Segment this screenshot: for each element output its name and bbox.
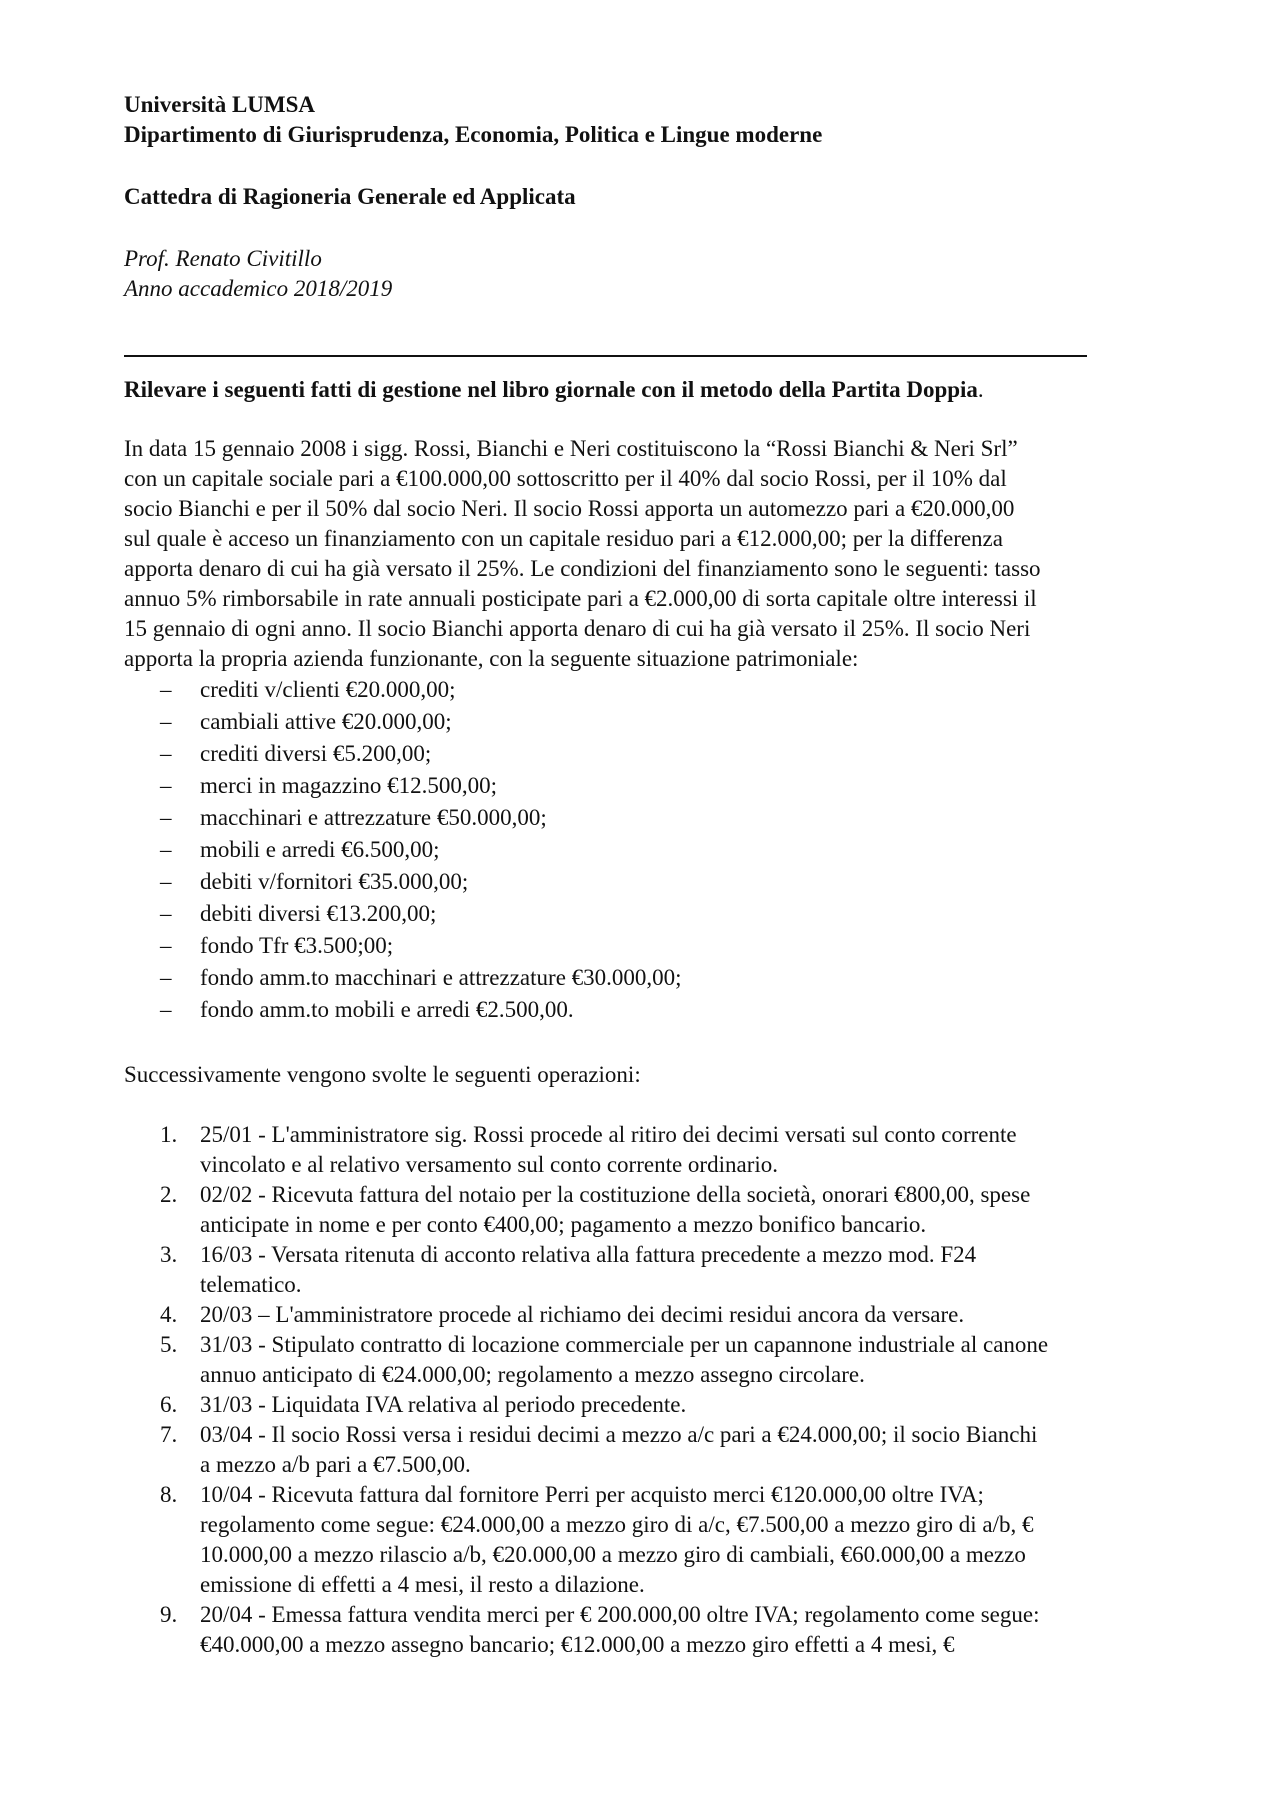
asset-item xyxy=(124,834,682,866)
dash-bullet: – xyxy=(160,837,172,862)
operation-line: 02/02 - Ricevuta fattura del notaio per la costituzione della società, onorari €800,00, spese xyxy=(200,1182,1031,1207)
academic-year: Anno accademico 2018/2019 xyxy=(124,276,393,301)
operation-line: 20/04 - Emessa fattura vendita merci per € 200.000,00 oltre IVA; regolamento come segue: xyxy=(200,1602,1040,1627)
operation-line: vincolato e al relativo versamento sul conto corrente ordinario. xyxy=(200,1152,778,1177)
asset-text: debiti v/fornitori €35.000,00; xyxy=(200,869,469,894)
asset-text: debiti diversi €13.200,00; xyxy=(200,901,437,926)
professor-name: Prof. Renato Civitillo xyxy=(124,246,322,271)
asset-text: crediti diversi €5.200,00; xyxy=(200,741,432,766)
asset-list xyxy=(124,674,682,1026)
operation-number: 3. xyxy=(160,1242,178,1267)
asset-item xyxy=(124,706,682,738)
asset-text: fondo amm.to macchinari e attrezzature €30.000,00; xyxy=(200,965,682,990)
chair-name: Cattedra di Ragioneria Generale ed Applicata xyxy=(124,184,576,209)
operation-line: telematico. xyxy=(200,1272,302,1297)
department-name: Dipartimento di Giurisprudenza, Economia, Politica e Lingue moderne xyxy=(124,122,823,147)
operation-number: 4. xyxy=(160,1302,178,1327)
dash-bullet: – xyxy=(160,965,172,990)
intro-line: 15 gennaio di ogni anno. Il socio Bianchi apporta denaro di cui ha già versato il 25%. Il socio Neri xyxy=(124,616,1031,641)
asset-item xyxy=(124,674,682,706)
dash-bullet: – xyxy=(160,869,172,894)
operation-line: 20/03 – L'amministratore procede al richiamo dei decimi residui ancora da versare. xyxy=(200,1302,965,1327)
operation-line: annuo anticipato di €24.000,00; regolamento a mezzo assegno circolare. xyxy=(200,1362,865,1387)
asset-item xyxy=(124,898,682,930)
dash-bullet: – xyxy=(160,805,172,830)
operations-list xyxy=(124,1120,1174,1660)
intro-line: apporta denaro di cui ha già versato il 25%. Le condizioni del finanziamento sono le seguenti: tasso xyxy=(124,556,1041,581)
operation-item xyxy=(124,1480,1174,1600)
dash-bullet: – xyxy=(160,709,172,734)
asset-item xyxy=(124,802,682,834)
operation-item xyxy=(124,1390,1174,1420)
operation-line: a mezzo a/b pari a €7.500,00. xyxy=(200,1452,471,1477)
operation-line: 10.000,00 a mezzo rilascio a/b, €20.000,00 a mezzo giro di cambiali, €60.000,00 a mezzo xyxy=(200,1542,1026,1567)
intro-line: In data 15 gennaio 2008 i sigg. Rossi, Bianchi e Neri costituiscono la “Rossi Bianchi & Neri Srl” xyxy=(124,436,1018,461)
asset-text: fondo Tfr €3.500;00; xyxy=(200,933,394,958)
dash-bullet: – xyxy=(160,773,172,798)
separator-rule xyxy=(124,355,1087,357)
operation-line: 31/03 - Liquidata IVA relativa al periodo precedente. xyxy=(200,1392,687,1417)
dash-bullet: – xyxy=(160,933,172,958)
asset-item xyxy=(124,962,682,994)
operation-line: 31/03 - Stipulato contratto di locazione commerciale per un capannone industriale al canone xyxy=(200,1332,1049,1357)
asset-text: macchinari e attrezzature €50.000,00; xyxy=(200,805,547,830)
intro-line: con un capitale sociale pari a €100.000,00 sottoscritto per il 40% dal socio Rossi, per il 10% dal xyxy=(124,466,1007,491)
operation-item xyxy=(124,1330,1174,1390)
operation-number: 7. xyxy=(160,1422,178,1447)
exercise-title xyxy=(124,375,984,405)
operations-intro: Successivamente vengono svolte le seguenti operazioni: xyxy=(124,1062,641,1087)
operation-item xyxy=(124,1420,1174,1480)
dash-bullet: – xyxy=(160,901,172,926)
operation-number: 2. xyxy=(160,1182,178,1207)
operation-number: 9. xyxy=(160,1602,178,1627)
operation-line: 10/04 - Ricevuta fattura dal fornitore Perri per acquisto merci €120.000,00 oltre IVA; xyxy=(200,1482,984,1507)
asset-item xyxy=(124,866,682,898)
operation-item xyxy=(124,1240,1174,1300)
university-name: Università LUMSA xyxy=(124,92,316,117)
operation-item xyxy=(124,1600,1174,1660)
document-header xyxy=(124,90,1124,304)
intro-line: sul quale è acceso un finanziamento con un capitale residuo pari a €12.000,00; per la differenza xyxy=(124,526,1003,551)
asset-text: crediti v/clienti €20.000,00; xyxy=(200,677,456,702)
operation-number: 5. xyxy=(160,1332,178,1357)
intro-line: annuo 5% rimborsabile in rate annuali posticipate pari a €2.000,00 di sorta capitale oltre interessi il xyxy=(124,586,1037,611)
asset-item xyxy=(124,738,682,770)
dash-bullet: – xyxy=(160,741,172,766)
asset-text: cambiali attive €20.000,00; xyxy=(200,709,452,734)
asset-item xyxy=(124,770,682,802)
operation-line: regolamento come segue: €24.000,00 a mezzo giro di a/c, €7.500,00 a mezzo giro di a/b, € xyxy=(200,1512,1034,1537)
operation-line: 25/01 - L'amministratore sig. Rossi procede al ritiro dei decimi versati sul conto corrente xyxy=(200,1122,1017,1147)
operation-number: 8. xyxy=(160,1482,178,1507)
operation-line: €40.000,00 a mezzo assegno bancario; €12.000,00 a mezzo giro effetti a 4 mesi, € xyxy=(200,1632,955,1657)
intro-line: apporta la propria azienda funzionante, con la seguente situazione patrimoniale: xyxy=(124,646,859,671)
operation-number: 1. xyxy=(160,1122,178,1147)
asset-text: mobili e arredi €6.500,00; xyxy=(200,837,440,862)
operation-line: 03/04 - Il socio Rossi versa i residui decimi a mezzo a/c pari a €24.000,00; il socio Bianchi xyxy=(200,1422,1038,1447)
asset-item xyxy=(124,994,682,1026)
asset-text: merci in magazzino €12.500,00; xyxy=(200,773,498,798)
intro-line: socio Bianchi e per il 50% dal socio Neri. Il socio Rossi apporta un automezzo pari a €20.000,00 xyxy=(124,496,1015,521)
operation-item xyxy=(124,1300,1174,1330)
exercise-title-end: . xyxy=(977,377,984,402)
operation-item xyxy=(124,1120,1174,1180)
dash-bullet: – xyxy=(160,677,172,702)
dash-bullet: – xyxy=(160,997,172,1022)
operation-number: 6. xyxy=(160,1392,178,1417)
operation-line: anticipate in nome e per conto €400,00; pagamento a mezzo bonifico bancario. xyxy=(200,1212,927,1237)
exercise-title-text: Rilevare i seguenti fatti di gestione nel libro giornale con il metodo della Partita Doppia xyxy=(124,377,978,402)
asset-item xyxy=(124,930,682,962)
asset-text: fondo amm.to mobili e arredi €2.500,00. xyxy=(200,997,574,1022)
operation-item xyxy=(124,1180,1174,1240)
operation-line: emissione di effetti a 4 mesi, il resto a dilazione. xyxy=(200,1572,645,1597)
operation-line: 16/03 - Versata ritenuta di acconto relativa alla fattura precedente a mezzo mod. F24 xyxy=(200,1242,977,1267)
exercise-intro xyxy=(124,434,1124,674)
